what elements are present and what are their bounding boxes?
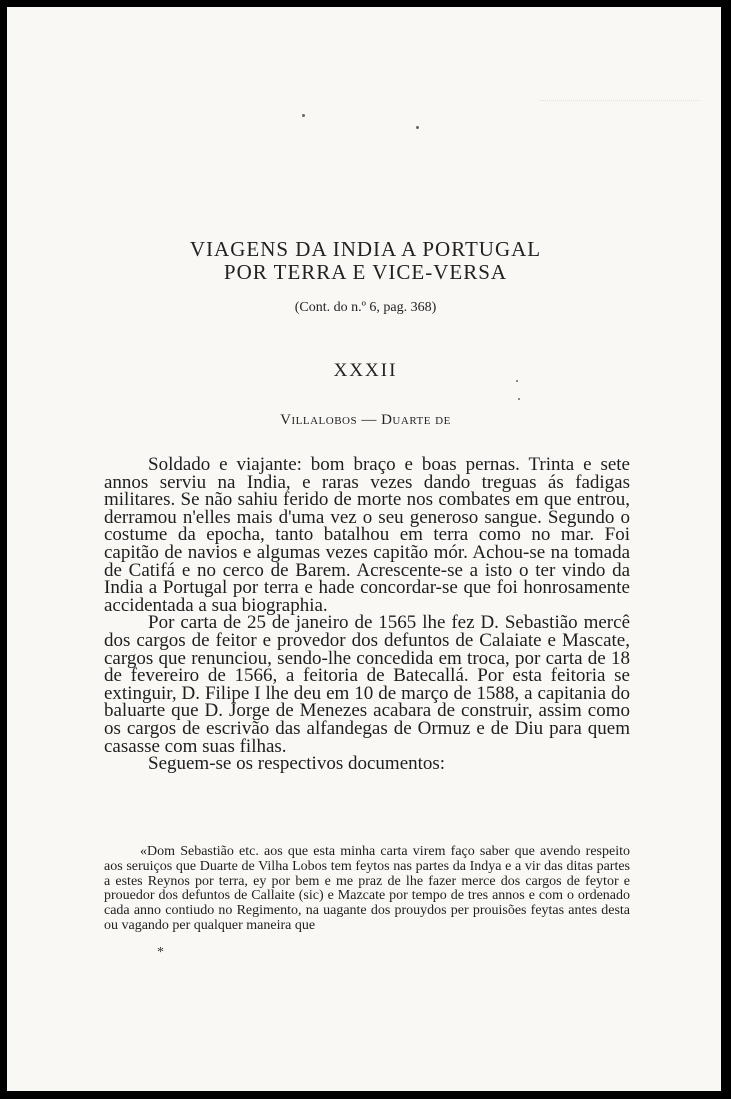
paragraph-2: Por carta de 25 de janeiro de 1565 lhe fez D. Sebastião mercê dos cargos de feitor e provedor dos defuntos de Calaiate e Mascate, cargos que renunciou, sendo-lhe concedida em troca, por carta de 18 de fevereiro de 1566, a feitoria de Batecallá. Por esta feitoria se extinguir, D. Filipe I lhe deu em 10 de março de 1588, a capitania do baluarte que D. Jorge de Menezes acabara de construir, assim como os cargos de escrivão das alfandegas de Ormuz e de Diu para quem casasse com suas filhas.	[104, 612, 630, 757]
article-title-line-2: POR TERRA E VICE-VERSA	[223, 260, 508, 284]
continuation-note: (Cont. do n.º 6, pag. 368)	[294, 300, 437, 315]
quoted-document	[104, 845, 630, 934]
bleed-through-marks	[540, 100, 700, 131]
speck	[302, 114, 305, 117]
body-text	[104, 456, 630, 773]
quote-text: «Dom Sebastião etc. aos que esta minha carta virem faço saber que avendo respeito aos seruiços que Duarte de Vilha Lobos tem feytos nas partes da Indya e a vir das ditas partes a estes Reynos por terra, ey por bem e me praz de lhe fazer merce dos cargos de feytor e prouedor dos defuntos de Callaite (sic) e Mazcate por tempo de tres annos e com o ordenado cada anno contiudo no Regimento, na uagante dos prouydos per prouisões feytas antes desta ou vagando per qualquer maneira que	[104, 844, 630, 933]
paragraph-3: Seguem-se os respectivos documentos:	[148, 753, 446, 775]
paragraph-1: Soldado e viajante: bom braço e boas pernas. Trinta e sete annos serviu na India, e raras vezes dando treguas ás fadigas militares. Se não sahiu ferido de morte nos combates em que entrou, derramou n'elles mais d'uma vez o seu generoso sangue. Segundo o costume da epocha, tanto batalhou em terra como no mar. Foi capitão de navios e algumas vezes capitão mór. Achou-se na tomada de Catifá e no cerco de Barem. Acrescente-se a isto o ter vindo da India a Portugal por terra e hade concordar-se que foi honrosamente accidentada a sua biographia.	[104, 454, 630, 616]
section-number: XXXII	[333, 360, 398, 381]
section-subject: Villalobos — Duarte de	[280, 412, 451, 428]
footnote-mark: *	[157, 945, 164, 960]
article-title-line-1: VIAGENS DA INDIA A PORTUGAL	[189, 237, 542, 261]
speck	[518, 398, 520, 400]
speck	[416, 126, 419, 129]
